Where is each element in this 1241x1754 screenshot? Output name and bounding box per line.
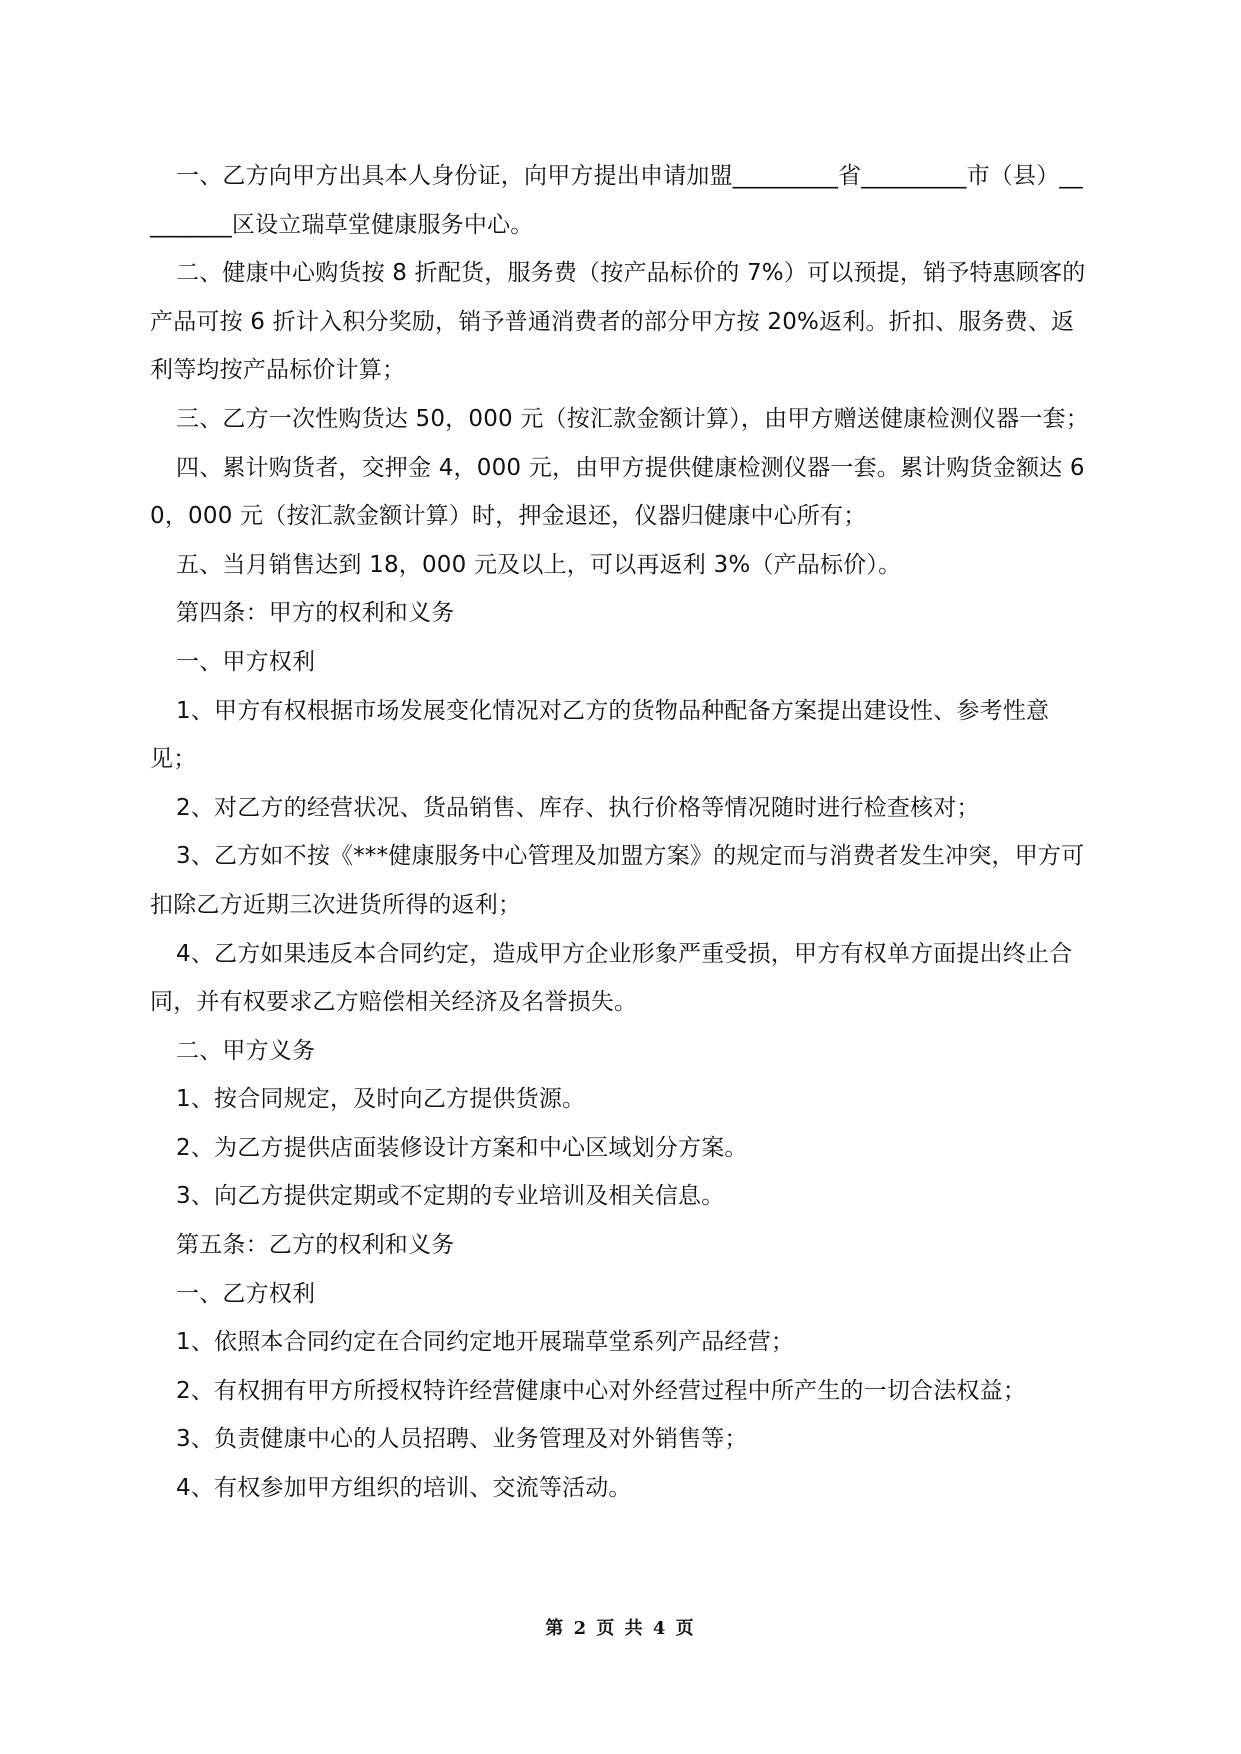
paragraph-clause-2: 二、健康中心购货按 8 折配货，服务费（按产品标价的 7%）可以预提，销予特惠顾客的产品可按 6 折计入积分奖励，销予普通消费者的部分甲方按 20%返利。折扣、服务费、返利等均按产品标价计算； (150, 260, 1086, 384)
list-item-a-right-2: 2、对乙方的经营状况、货品销售、库存、执行价格等情况随时进行检查核对； (176, 794, 980, 821)
paragraph-clause-1: 一、乙方向甲方出具本人身份证，向甲方提出申请加盟_________省_________市（县）_________区设立瑞草堂健康服务中心。 (150, 163, 1083, 238)
list-item-a-right-4: 4、乙方如果违反本合同约定，造成甲方企业形象严重受损，甲方有权单方面提出终止合同，并有权要求乙方赔偿相关经济及名誉损失。 (150, 940, 1073, 1016)
list-item-a-obligation-2: 2、为乙方提供店面装修设计方案和中心区域划分方案。 (176, 1134, 748, 1161)
paragraph-clause-5: 五、当月销售达到 18，000 元及以上，可以再返利 3%（产品标价）。 (176, 551, 902, 578)
list-item-b-right-2: 2、有权拥有甲方所授权特许经营健康中心对外经营过程中所产生的一切合法权益； (176, 1377, 1027, 1404)
subheading-party-a-obligations: 二、甲方义务 (176, 1037, 316, 1064)
subheading-party-b-rights: 一、乙方权利 (176, 1280, 316, 1307)
list-item-a-right-1: 1、甲方有权根据市场发展变化情况对乙方的货物品种配备方案提出建设性、参考性意见； (150, 697, 1050, 773)
list-item-b-right-4: 4、有权参加甲方组织的培训、交流等活动。 (176, 1475, 632, 1502)
subheading-party-a-rights: 一、甲方权利 (176, 648, 316, 675)
paragraph-clause-4: 四、累计购货者，交押金 4，000 元，由甲方提供健康检测仪器一套。累计购货金额达 60，000 元（按汇款金额计算）时，押金退还，仪器归健康中心所有； (150, 454, 1085, 530)
document-body (150, 152, 1090, 1513)
list-item-a-obligation-1: 1、按合同规定，及时向乙方提供货源。 (176, 1086, 586, 1113)
page-number-footer: 第 2 页 共 4 页 (545, 1618, 696, 1639)
section-heading-article-5: 第五条：乙方的权利和义务 (176, 1232, 455, 1259)
list-item-a-right-3: 3、乙方如不按《***健康服务中心管理及加盟方案》的规定而与消费者发生冲突，甲方可扣除乙方近期三次进货所得的返利； (150, 843, 1085, 918)
list-item-a-obligation-3: 3、向乙方提供定期或不定期的专业培训及相关信息。 (176, 1183, 725, 1210)
paragraph-clause-3: 三、乙方一次性购货达 50，000 元（按汇款金额计算），由甲方赠送健康检测仪器一套； (176, 405, 1089, 432)
list-item-b-right-1: 1、依照本合同约定在合同约定地开展瑞草堂系列产品经营； (176, 1329, 795, 1356)
section-heading-article-4: 第四条：甲方的权利和义务 (176, 600, 455, 627)
list-item-b-right-3: 3、负责健康中心的人员招聘、业务管理及对外销售等； (176, 1426, 748, 1453)
